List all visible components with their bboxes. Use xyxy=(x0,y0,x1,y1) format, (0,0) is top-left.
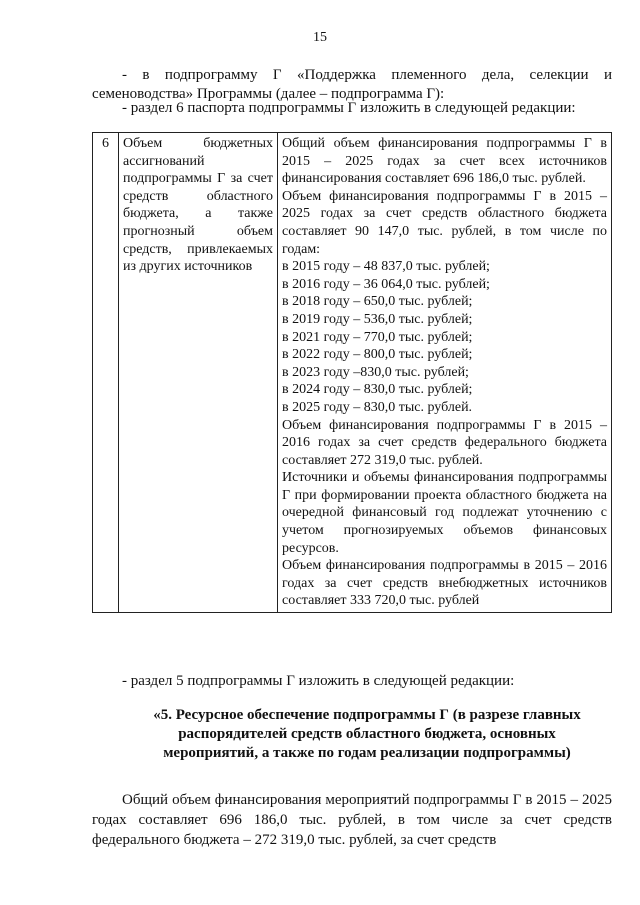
table-row xyxy=(93,133,612,613)
federal-budget-text: Объем финансирования подпрограммы Г в 2015 – 2016 годах за счет средств федерального бюджета составляет 272 319,0 тыс. рублей. xyxy=(282,417,607,468)
regional-budget-text: Объем финансирования подпрограммы Г в 2015 – 2025 годах за счет средств областного бюджета составляет 90 147,0 тыс. рублей, в том числе по годам: xyxy=(282,188,607,257)
year-item: в 2018 году – 650,0 тыс. рублей; xyxy=(282,294,473,310)
year-item: в 2019 году – 536,0 тыс. рублей; xyxy=(282,311,473,327)
razdel5-instruction: - раздел 5 подпрограммы Г изложить в следующей редакции: xyxy=(122,673,515,689)
sources-note-text: Источники и объемы финансирования подпрограммы Г при формировании проекта областного бюджета на очередной финансовый год подлежат уточнению с учетом прогнозируемых объемов финансовых ресурсов. xyxy=(282,470,607,556)
razdel6-instruction: - раздел 6 паспорта подпрограммы Г изложить в следующей редакции: xyxy=(122,100,576,116)
intro-paragraph: - в подпрограмму Г «Поддержка племенного дела, селекции и семеноводства» Программы (далее – подпрограмма Г): xyxy=(92,67,612,102)
row-content-cell xyxy=(278,133,612,613)
passport-table xyxy=(92,132,612,613)
year-item: в 2016 году – 36 064,0 тыс. рублей; xyxy=(282,276,490,292)
year-item: в 2022 году – 800,0 тыс. рублей; xyxy=(282,347,473,363)
body-paragraph: Общий объем финансирования мероприятий подпрограммы Г в 2015 – 2025 годах составляет 696 186,0 тыс. рублей, в том числе за счет средств федерального бюджета – 272 319,0 тыс. рублей, за счет средств xyxy=(92,792,612,848)
extrabudgetary-text: Объем финансирования подпрограммы в 2015 – 2016 годах за счет средств внебюджетных источников составляет 333 720,0 тыс. рублей xyxy=(282,558,607,609)
year-item: в 2021 году – 770,0 тыс. рублей; xyxy=(282,329,473,345)
row-number-cell: 6 xyxy=(93,133,119,613)
year-item: в 2024 году – 830,0 тыс. рублей; xyxy=(282,382,473,398)
page-number: 15 xyxy=(313,30,327,45)
year-item: в 2015 году – 48 837,0 тыс. рублей; xyxy=(282,259,490,275)
year-item: в 2023 году –830,0 тыс. рублей; xyxy=(282,364,469,380)
funding-total-text: Общий объем финансирования подпрограммы Г в 2015 – 2025 годах за счет всех источников финансирования составляет 696 186,0 тыс. рублей. xyxy=(282,136,607,187)
row-label-cell: Объем бюджетных ассигнований подпрограммы Г за счет средств областного бюджета, а также прогнозный объем средств, привлекаемых из других источников xyxy=(119,133,278,613)
section-heading: «5. Ресурсное обеспечение подпрограммы Г (в разрезе главных распорядителей средств областного бюджета, основных мероприятий, а также по годам реализации подпрограммы) xyxy=(153,707,581,761)
year-item: в 2025 году – 830,0 тыс. рублей. xyxy=(282,399,473,415)
